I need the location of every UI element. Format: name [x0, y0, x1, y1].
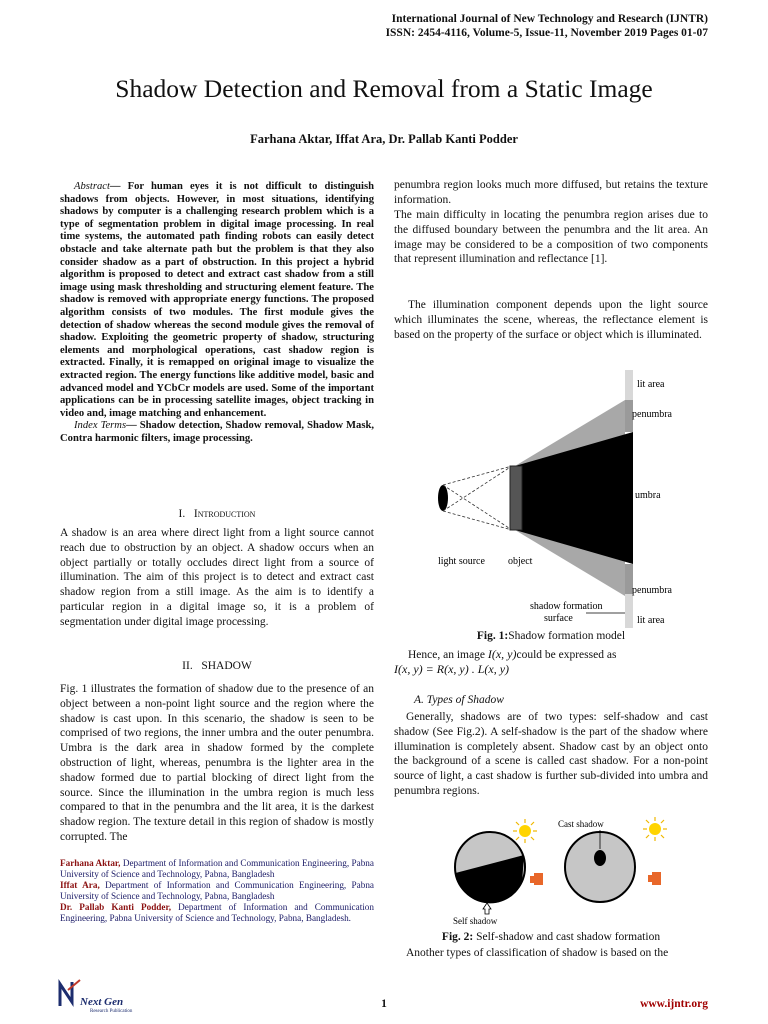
label-surface-2: surface — [544, 613, 573, 624]
figure-2-caption — [394, 931, 708, 943]
lit-area-bottom-band — [625, 594, 633, 628]
sun-icon — [513, 819, 537, 843]
hence-text-2: could be expressed as — [516, 649, 617, 661]
section-number: I. — [178, 508, 186, 520]
label-penumbra-top: penumbra — [632, 409, 672, 420]
index-terms-label: Index Terms — [74, 420, 127, 432]
section-title: Introduction — [193, 508, 256, 520]
figure-2-self-cast-shadow — [450, 815, 680, 927]
label-cast-shadow: Cast shadow — [558, 819, 604, 829]
label-penumbra-bottom: penumbra — [632, 585, 672, 596]
label-object: object — [508, 556, 533, 567]
section-number: II. — [182, 660, 193, 672]
index-terms — [60, 420, 374, 445]
label-surface-1: shadow formation — [530, 601, 603, 612]
affiliation-1 — [60, 858, 374, 880]
right-paragraph-2: The main difficulty in locating the penumbra region arises due to the diffused boundary between the penumbra and the lit area. An image may be considered to be a composition of two components that represent illumination and reflectance [1]. — [394, 209, 708, 266]
shadow-paragraph: Fig. 1 illustrates the formation of shadow due to the presence of an object between a non-point light source and the region where the shadow is cast upon. In this scenario, the shadow is seen to be comprised of two regions, the inner umbra and the outer penumbra. Umbra is the dark area in shadow formed by the complete obstruction of light, whereas, penumbra is the lighter area in the shadow formed due to partial blocking of direct light from the source. Since the illumination in the umbra region is much less compared to that in the penumbra and the lit area, it is the darkest shadow region. The texture detail in this region of shadow is mostly corrupted. The — [60, 683, 374, 843]
abstract-text: — For human eyes it is not difficult to distinguish shadows from objects. However, in most situations, identifying shadows by computer is a challenging research problem which is a type of segmentation problem in digital image processing. In real time systems, the automated path finding robots can easily detect obstacle and take alternate path but the problem is that they also consider shadow as a part of obstruction. In this project a hybrid algorithm is proposed to detect and extract cast shadow from a still image using mask thresholding and structuring element feature. The shadow is removed with appropriate energy functions. The proposed algorithm consists of two modules. The first module gives the detection of shadow whereas the second module gives the removal of shadow. Exploiting the geometric property of shadow, structuring elements and morphological operations, cast shadow region is extracted. Finally, it is remapped on original image to visualize the extracted region. The energy functions like additive model, basic and advanced model and YCbCr models are used. Some of the important applications can be in processing satellite images, object tracking in video and, image matching and enhancement. — [60, 181, 374, 419]
figure-1-shadow-formation — [420, 368, 690, 628]
orange-object-1 — [530, 873, 543, 885]
cast-shadow-spot — [594, 850, 606, 866]
equation: I(x, y) = R(x, y) . L(x, y) — [394, 662, 510, 676]
page-number: 1 — [381, 998, 387, 1010]
label-lit-area-top: lit area — [637, 379, 665, 390]
author-affiliations — [60, 858, 374, 924]
right-paragraph-1: penumbra region looks much more diffused, but retains the texture information. — [394, 179, 708, 206]
affiliation-text: Department of Information and Communication Engineering, Pabna University of Science and Technology, Pabna, Bangladesh. — [60, 902, 374, 923]
orange-object-2 — [648, 872, 661, 885]
affiliation-text: Department of Information and Communication Engineering, Pabna University of Science and Technology, Pabna, Bangladesh — [60, 858, 374, 879]
image-symbol: I(x, y) — [487, 647, 517, 661]
sun-icon — [643, 817, 667, 841]
paper-title: Shadow Detection and Removal from a Static Image — [115, 74, 653, 103]
introduction-paragraph: A shadow is an area where direct light from a light source cannot reach due to obstruction by an object. A shadow occurs when an object partially or totally occludes direct light from a source of illumination. The aim of this project is to detect and extract cast shadow region from a still image. As the aim is to identify a particular region in a digital image so, it is a problem of segmentation under digital image processing. — [60, 527, 374, 628]
journal-url[interactable]: www.ijntr.org — [640, 998, 708, 1010]
section-heading-introduction — [60, 508, 374, 520]
right-paragraph-5: Another types of classification of shadow is based on the — [406, 947, 669, 959]
affiliation-name: Farhana Aktar, — [60, 858, 121, 868]
journal-header — [386, 12, 708, 40]
self-shadow-arrow — [483, 903, 491, 914]
affiliation-name: Iffat Ara, — [60, 880, 100, 890]
figure-1-caption-text: Shadow formation model — [508, 630, 626, 642]
hence-text: Hence, an image — [408, 649, 488, 661]
abstract-label: Abstract — [74, 181, 110, 192]
index-terms-text: — Shadow detection, Shadow removal, Shadow Mask, Contra harmonic filters, image processing. — [60, 420, 374, 444]
publisher-logo-subtitle: Research Publication — [90, 1009, 133, 1014]
journal-issn: ISSN: 2454-4116, Volume-5, Issue-11, November 2019 Pages 01-07 — [385, 27, 708, 39]
hence-line — [394, 647, 708, 663]
label-self-shadow: Self shadow — [453, 916, 498, 926]
figure-1-caption — [394, 630, 708, 642]
object-block — [510, 466, 522, 530]
affiliation-text: Department of Information and Communication Engineering, Pabna University of Science and Technology, Pabna, Bangladesh — [60, 880, 374, 901]
subsection-heading-types: A. Types of Shadow — [414, 694, 504, 706]
abstract — [60, 181, 374, 445]
journal-name: International Journal of New Technology and Research (IJNTR) — [391, 13, 708, 25]
label-light-source: light source — [438, 556, 485, 567]
figure-1-label: Fig. 1: — [476, 630, 509, 642]
right-paragraph-3: The illumination component depends upon the light source which illuminates the scene, whereas, the reflectance element is based on the property of the surface or object which is illuminated. — [394, 299, 708, 341]
affiliation-2 — [60, 880, 374, 902]
label-lit-area-bottom: lit area — [637, 615, 665, 626]
figure-2-label: Fig. 2: — [441, 931, 474, 943]
label-umbra: umbra — [635, 490, 661, 501]
figure-2-caption-text: Self-shadow and cast shadow formation — [473, 931, 661, 943]
section-title: SHADOW — [201, 660, 252, 672]
affiliation-3 — [60, 902, 374, 924]
publisher-logo-text: Next Gen — [80, 996, 124, 1008]
section-heading-shadow — [60, 660, 374, 672]
affiliation-name: Dr. Pallab Kanti Podder, — [60, 902, 172, 912]
types-paragraph: Generally, shadows are of two types: self-shadow and cast shadow (See Fig.2). A self-shadow is the part of the shadow where illumination is completely absent. Shadow cast by an object onto the background of a scene is called cast shadow. For a non-point source of light, a cast shadow is further sub-divided into umbra and penumbra regions. — [394, 711, 708, 797]
light-source-ellipse — [438, 485, 448, 511]
author-list: Farhana Aktar, Iffat Ara, Dr. Pallab Kanti Podder — [250, 132, 518, 146]
